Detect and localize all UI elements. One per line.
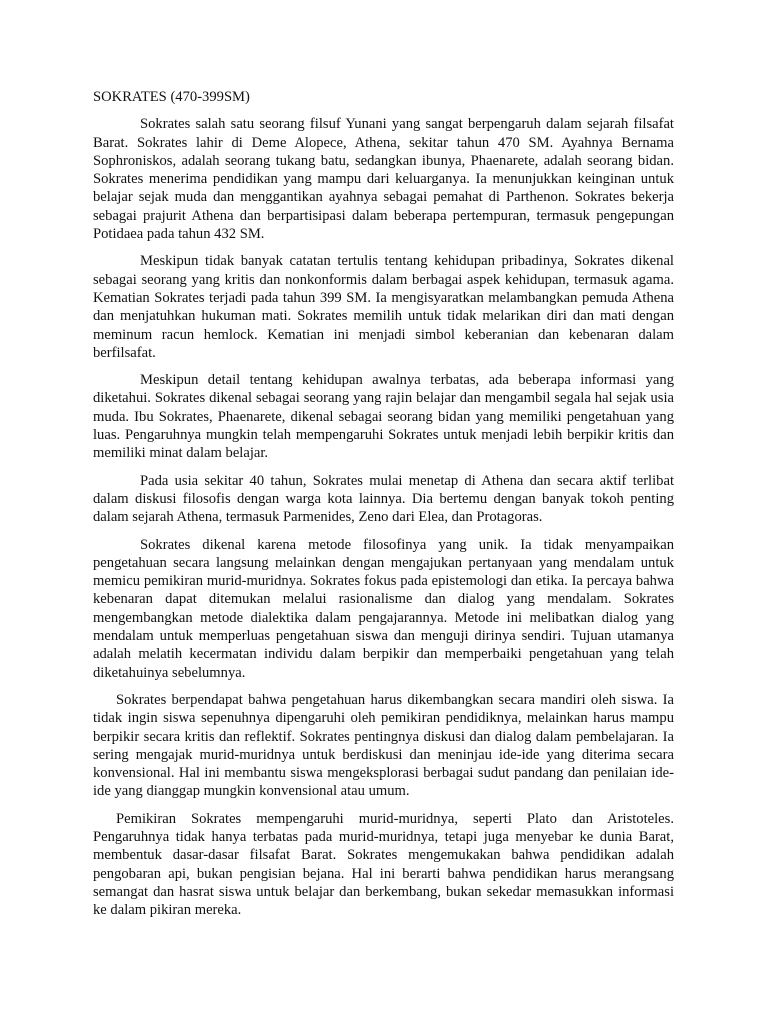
paragraph-6: Sokrates berpendapat bahwa pengetahuan harus dikembangkan secara mandiri oleh siswa. Ia tidak ingin siswa sepenuhnya dipengaruhi oleh pemikiran pendidiknya, melainkan harus mampu berpikir secara kritis dan reflektif. Sokrates pentingnya diskusi dan dialog dalam pembelajaran. Ia sering mengajak murid-muridnya untuk berdiskusi dan meninjau ide-ide yang diterima secara konvensional. Hal ini membantu siswa mengeksplorasi berbagai sudut pandang dan penilaian ide-ide yang dianggap mungkin konvensional atau umum. <box>93 691 674 800</box>
paragraph-3: Meskipun detail tentang kehidupan awalnya terbatas, ada beberapa informasi yang diketahui. Sokrates dikenal sebagai seorang yang rajin belajar dan mengambil segala hal sejak usia muda. Ibu Sokrates, Phaenarete, dikenal sebagai seorang bidan yang memiliki pengetahuan yang luas. Pengaruhnya mungkin telah mempengaruhi Sokrates untuk menjadi lebih berpikir kritis dan memiliki minat dalam belajar. <box>93 372 674 462</box>
document-title: SOKRATES (470-399SM) <box>93 89 250 105</box>
paragraph-1: Sokrates salah satu seorang filsuf Yunani yang sangat berpengaruh dalam sejarah filsafat Barat. Sokrates lahir di Deme Alopece, Athena, sekitar tahun 470 SM. Ayahnya Bernama Sophroniskos, adalah seorang tukang batu, sedangkan ibunya, Phaenarete, adalah seorang bidan. Sokrates menerima pendidikan yang mampu dari keluarganya. Ia menunjukkan keinginan untuk belajar sejak muda dan menggantikan ayahnya sebagai pemahat di Parthenon. Sokrates bekerja sebagai prajurit Athena dan berpartisipasi dalam beberapa pertempuran, termasuk pengepungan Potidaea pada tahun 432 SM. <box>93 116 674 243</box>
paragraph-4: Pada usia sekitar 40 tahun, Sokrates mulai menetap di Athena dan secara aktif terlibat dalam diskusi filosofis dengan warga kota lainnya. Dia bertemu dengan banyak tokoh penting dalam sejarah Athena, termasuk Parmenides, Zeno dari Elea, dan Protagoras. <box>93 472 674 526</box>
document-page <box>93 88 674 928</box>
paragraph-7: Pemikiran Sokrates mempengaruhi murid-muridnya, seperti Plato dan Aristoteles. Pengaruhnya tidak hanya terbatas pada murid-muridnya, tetapi juga menyebar ke dunia Barat, membentuk dasar-dasar filsafat Barat. Sokrates mengemukakan bahwa pendidikan adalah pengobaran api, bukan pengisian bejana. Hal ini berarti bahwa pendidikan harus merangsang semangat dan hasrat siswa untuk belajar dan berkembang, bukan sekedar memasukkan informasi ke dalam pikiran mereka. <box>93 810 674 919</box>
paragraph-2: Meskipun tidak banyak catatan tertulis tentang kehidupan pribadinya, Sokrates dikenal sebagai seorang yang kritis dan nonkonformis dalam berbagai aspek kehidupan, termasuk agama. Kematian Sokrates terjadi pada tahun 399 SM. Ia mengisyaratkan melambangkan pemuda Athena dan menjatuhkan hukuman mati. Sokrates memilih untuk tidak melarikan diri dan mati dengan meminum racun hemlock. Kematian ini menjadi simbol keberanian dan kebenaran dalam berfilsafat. <box>93 253 674 361</box>
paragraph-5: Sokrates dikenal karena metode filosofinya yang unik. Ia tidak menyampaikan pengetahuan secara langsung melainkan dengan mengajukan pertanyaan yang mendalam untuk memicu pemikiran murid-muridnya. Sokrates fokus pada epistemologi dan etika. Ia percaya bahwa kebenaran dapat ditemukan melalui rasionalisme dan dialog yang mendalam. Sokrates mengembangkan metode dialektika dalam pengajarannya. Metode ini melibatkan dialog yang mendalam untuk memperluas pengetahuan siswa dan menguji dirinya sendiri. Tujuan utamanya adalah melatih kecermatan individu dalam berpikir dan memperbaiki pengetahuan yang telah diketahuinya sebelumnya. <box>93 536 674 681</box>
